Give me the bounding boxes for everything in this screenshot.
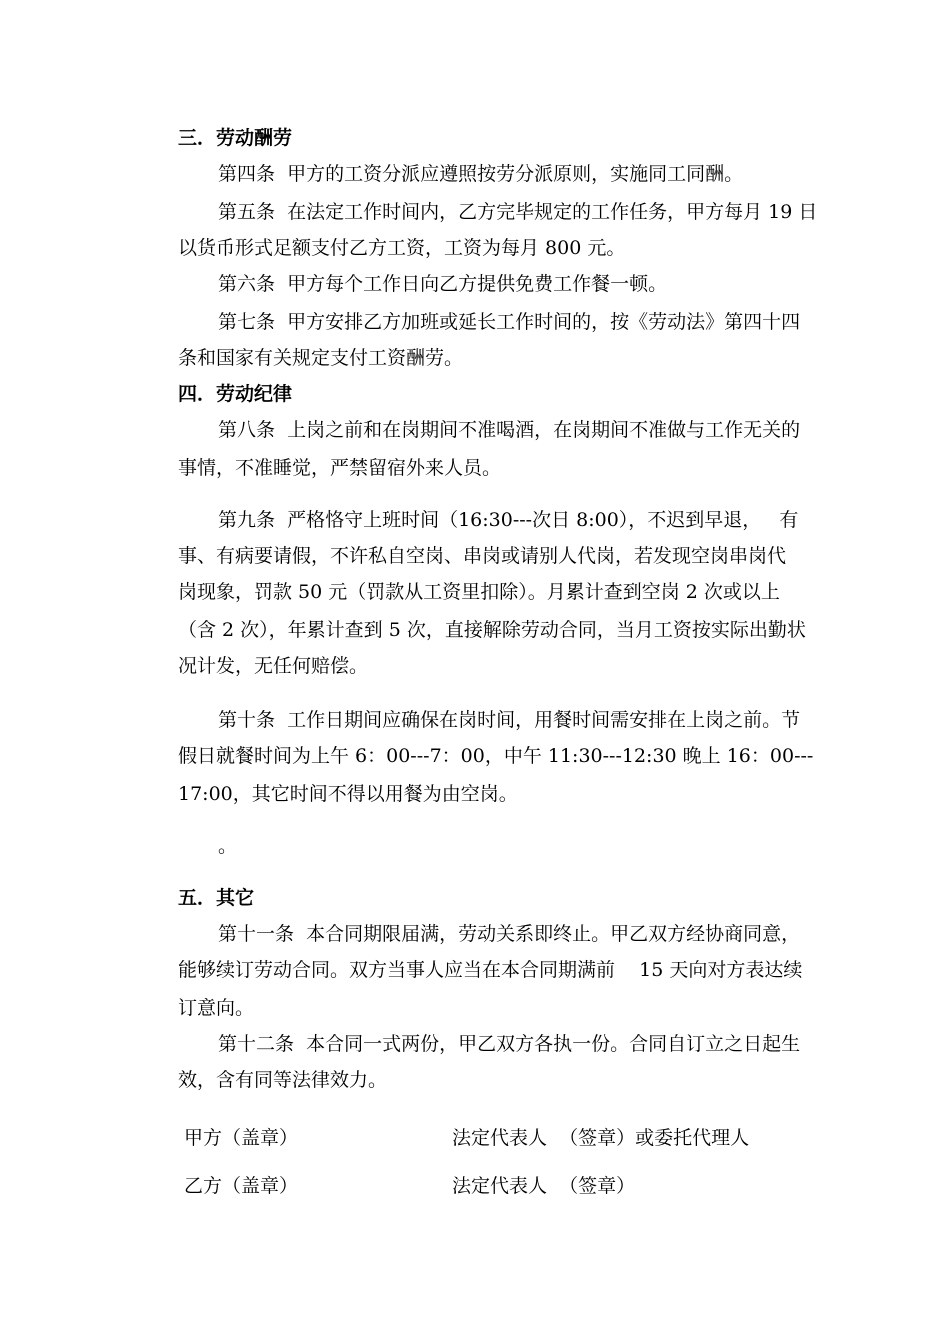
party-a-representative: 法定代表人 （签章）或委托代理人 xyxy=(452,1127,750,1149)
paragraph-line: 第四条 甲方的工资分派应遵照按劳分派原则，实施同工同酬。 xyxy=(218,163,744,185)
paragraph-line: 第八条 上岗之前和在岗期间不准喝酒，在岗期间不准做与工作无关的 xyxy=(218,419,801,441)
paragraph-line: 17:00，其它时间不得以用餐为由空岗。 xyxy=(178,783,518,805)
paragraph-line: 况计发，无任何赔偿。 xyxy=(178,655,369,677)
paragraph-line: 能够续订劳动合同。双方当事人应当在本合同期满前 15 天向对方表达续 xyxy=(178,959,803,981)
section-heading-5: 五．其它 xyxy=(178,887,255,909)
paragraph-line: 。 xyxy=(218,835,238,857)
paragraph-line: 岗现象，罚款 50 元（罚款从工资里扣除）。月累计查到空岗 2 次或以上 xyxy=(178,581,780,603)
paragraph-line: 第五条 在法定工作时间内，乙方完毕规定的工作任务，甲方每月 19 日 xyxy=(218,201,818,223)
paragraph-line: 效，含有同等法律效力。 xyxy=(178,1069,388,1091)
paragraph-line: 事情，不准睡觉，严禁留宿外来人员。 xyxy=(178,457,502,479)
party-b-seal: 乙方（盖章） xyxy=(184,1175,299,1197)
section-heading-3: 三．劳动酬劳 xyxy=(178,127,293,149)
paragraph-line: 第六条 甲方每个工作日向乙方提供免费工作餐一顿。 xyxy=(218,273,668,295)
paragraph-line: 条和国家有关规定支付工资酬劳。 xyxy=(178,347,464,369)
paragraph-line: 第七条 甲方安排乙方加班或延长工作时间的，按《劳动法》第四十四 xyxy=(218,311,801,333)
section-heading-4: 四．劳动纪律 xyxy=(178,383,293,405)
paragraph-line: 第九条 严格恪守上班时间（16:30---次日 8:00），不迟到早退， 有 xyxy=(218,509,799,531)
paragraph-line: 以货币形式足额支付乙方工资，工资为每月 800 元。 xyxy=(178,237,626,259)
paragraph-line: 第十二条 本合同一式两份，甲乙双方各执一份。合同自订立之日起生 xyxy=(218,1033,801,1055)
paragraph-line: 订意向。 xyxy=(178,997,255,1019)
party-b-representative: 法定代表人 （签章） xyxy=(452,1175,636,1197)
paragraph-line: 第十条 工作日期间应确保在岗时间，用餐时间需安排在上岗之前。节 xyxy=(218,709,801,731)
party-a-seal: 甲方（盖章） xyxy=(184,1127,299,1149)
paragraph-line: 第十一条 本合同期限届满，劳动关系即终止。甲乙双方经协商同意， xyxy=(218,923,801,945)
paragraph-line: 假日就餐时间为上午 6：00---7：00，中午 11:30---12:30 晚上 16：00--- xyxy=(178,745,814,767)
paragraph-line: 事、有病要请假，不许私自空岗、串岗或请别人代岗，若发现空岗串岗代 xyxy=(178,545,787,567)
paragraph-line: （含 2 次），年累计查到 5 次，直接解除劳动合同，当月工资按实际出勤状 xyxy=(178,619,806,641)
